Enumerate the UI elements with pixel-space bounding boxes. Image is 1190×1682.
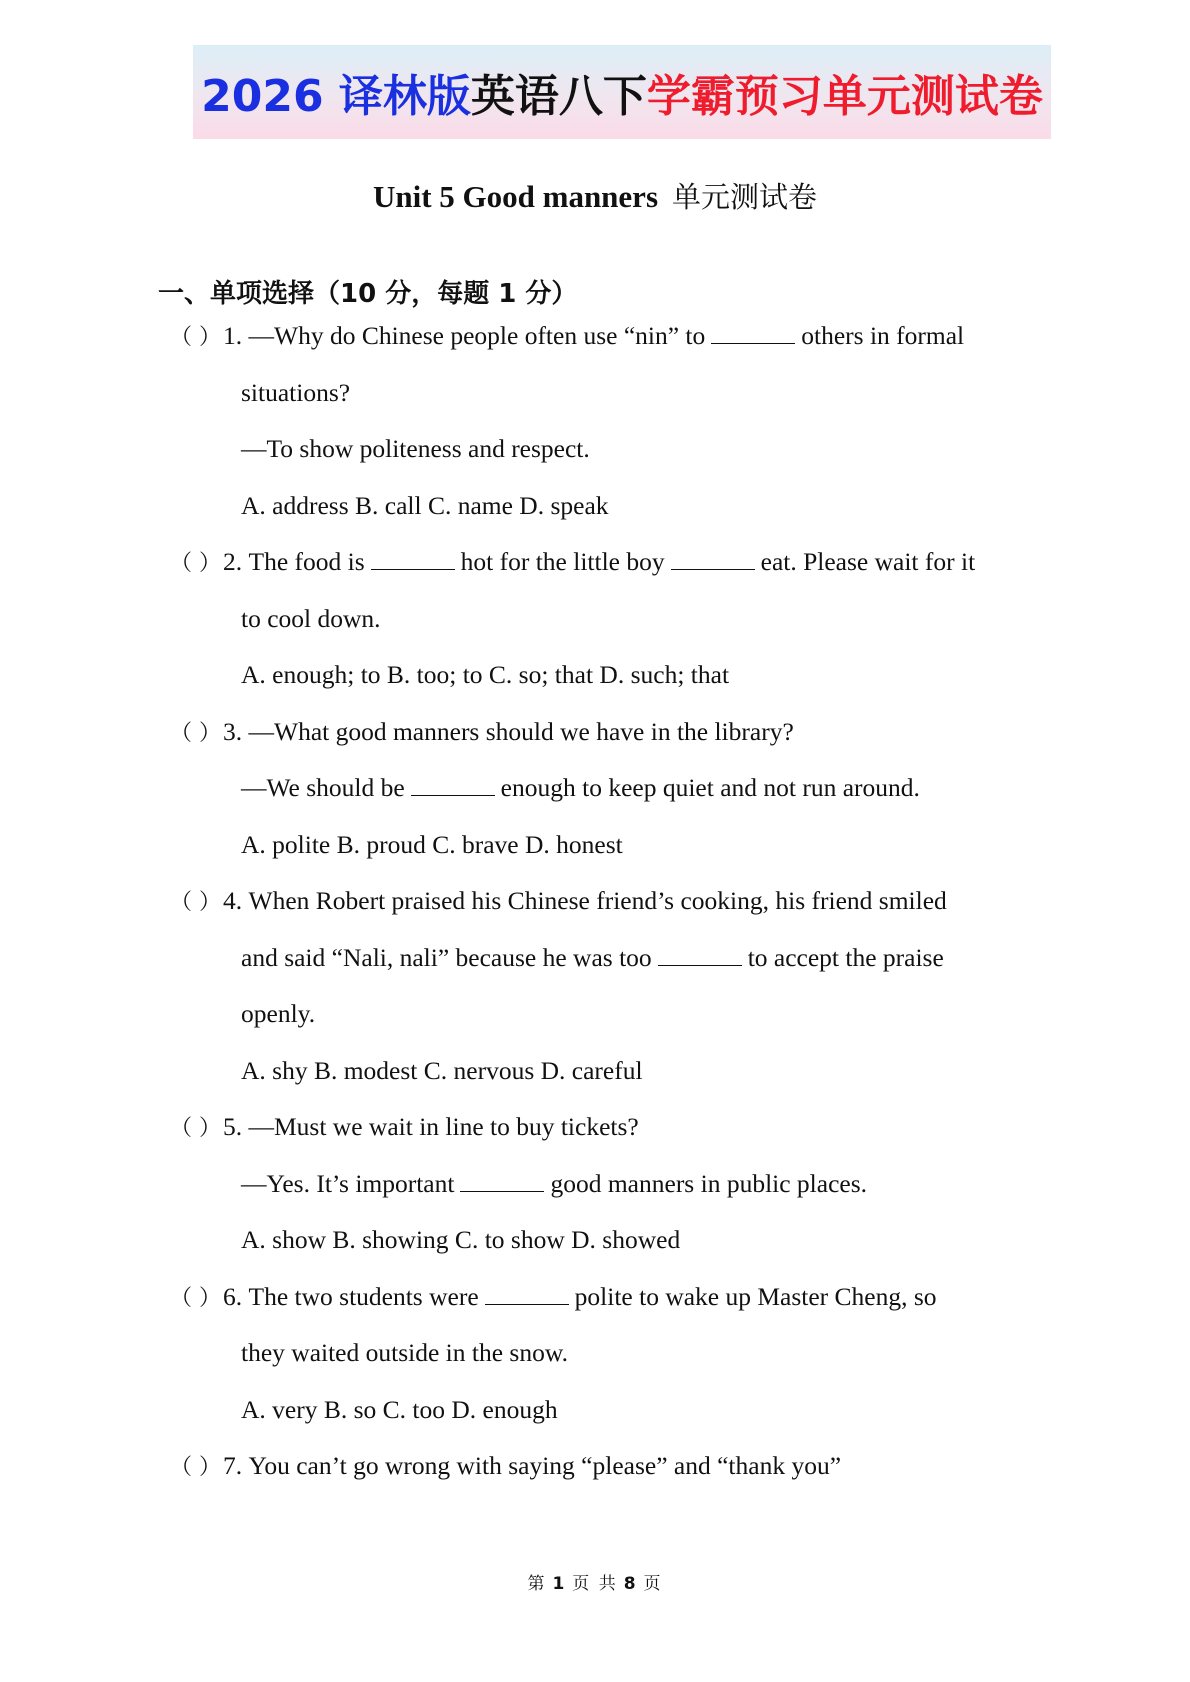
banner-subject: 英语八下 [470, 71, 647, 122]
banner-year-edition: 2026 译林版 [201, 71, 471, 122]
blank [411, 794, 495, 796]
question-2: （ ）2. The food is hot for the little boy eat. Please wait for it [170, 547, 976, 576]
answer-paren: （ ） [170, 1455, 221, 1480]
title-en: Unit 5 Good manners [372, 179, 659, 214]
question-3-options: A. polite B. proud C. brave D. honest [241, 830, 623, 859]
blank [671, 568, 755, 570]
question-5-reply: —Yes. It’s important good manners in public places. [241, 1169, 868, 1198]
question-2-options: A. enough; to B. too; to C. so; that D. such; that [241, 660, 730, 689]
question-6-cont: they waited outside in the snow. [241, 1338, 568, 1367]
answer-paren: （ ） [170, 890, 221, 915]
question-5-options: A. show B. showing C. to show D. showed [241, 1225, 681, 1254]
question-4-options: A. shy B. modest C. nervous D. careful [241, 1056, 643, 1085]
answer-paren: （ ） [170, 551, 221, 576]
blank [485, 1303, 569, 1305]
question-6-options: A. very B. so C. too D. enough [241, 1395, 558, 1424]
question-1-cont: situations? [241, 378, 351, 407]
question-4-cont: and said “Nali, nali” because he was too to accept the praise [241, 943, 944, 972]
page-total: 8 [623, 1574, 638, 1594]
question-5: （ ）5. —Must we wait in line to buy tickets? [170, 1112, 639, 1141]
answer-paren: （ ） [170, 1286, 221, 1311]
title-cn: 单元测试卷 [672, 180, 818, 214]
question-4-cont2: openly. [241, 999, 316, 1028]
blank [371, 568, 455, 570]
question-4: （ ）4. When Robert praised his Chinese friend’s cooking, his friend smiled [170, 886, 947, 915]
blank [711, 342, 795, 344]
question-1-options: A. address B. call C. name D. speak [241, 491, 609, 520]
page-title [0, 175, 1190, 216]
question-7: （ ）7. You can’t go wrong with saying “please” and “thank you” [170, 1451, 842, 1480]
blank [460, 1190, 544, 1192]
page-number: 1 [552, 1574, 567, 1594]
section-heading: 一、单项选择（10 分，每题 1 分） [158, 279, 578, 309]
question-3: （ ）3. —What good manners should we have in the library? [170, 717, 794, 746]
question-1-reply: —To show politeness and respect. [241, 434, 590, 463]
question-2-cont: to cool down. [241, 604, 381, 633]
answer-paren: （ ） [170, 721, 221, 746]
blank [658, 964, 742, 966]
page-footer: 第 1 页 共 8 页 [527, 1574, 663, 1594]
question-1: （ ）1. —Why do Chinese people often use “nin” to others in formal [170, 321, 965, 350]
answer-paren: （ ） [170, 1116, 221, 1141]
header-banner [193, 45, 1051, 139]
banner-test-name: 学霸预习单元测试卷 [646, 71, 1043, 122]
answer-paren: （ ） [170, 325, 221, 350]
question-3-reply: —We should be enough to keep quiet and not run around. [241, 773, 920, 802]
question-6: （ ）6. The two students were polite to wake up Master Cheng, so [170, 1282, 937, 1311]
